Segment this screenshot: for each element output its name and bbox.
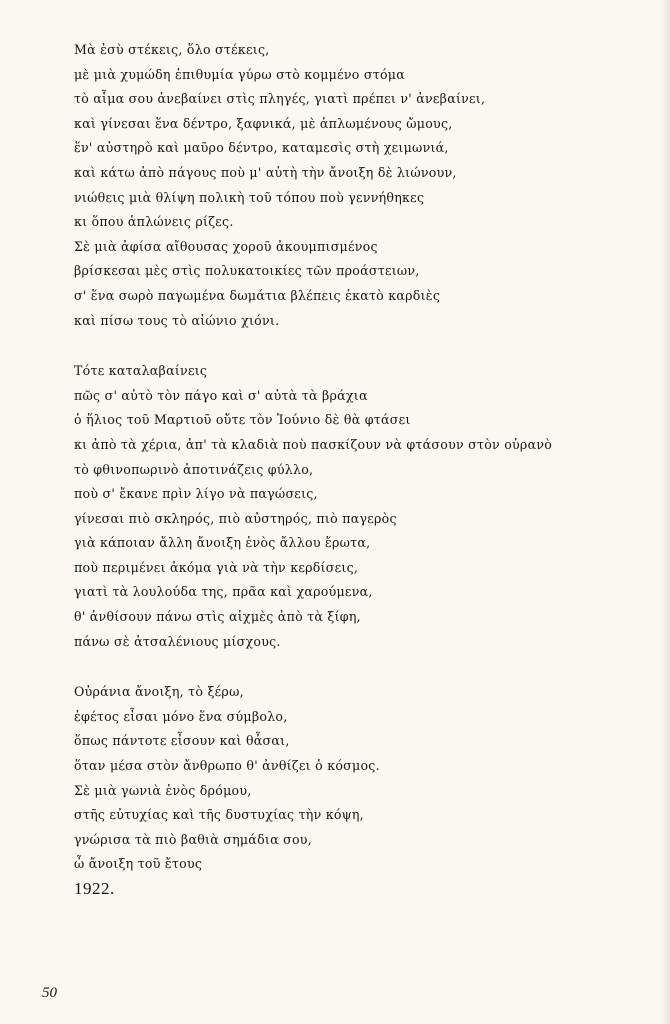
poem-line: κι ὅπου ἁπλώνεις ρίζες. xyxy=(74,214,234,230)
poem-year: 1922. xyxy=(74,879,115,898)
poem-line: ποὺ σ' ἔκανε πρὶν λίγο νὰ παγώσεις, xyxy=(74,486,318,502)
poem-line: κι ἀπὸ τὰ χέρια, ἀπ' τὰ κλαδιὰ ποὺ πασκίζουν νὰ φτάσουν στὸν οὐρανὸ xyxy=(74,436,553,452)
poem-line: πῶς σ' αὐτὸ τὸν πάγο καὶ σ' αὐτὰ τὰ βράχια xyxy=(74,387,368,403)
poem-line: ἐφέτος εἶσαι μόνο ἕνα σύμβολο, xyxy=(74,708,288,724)
poem-line: καὶ γίνεσαι ἕνα δέντρο, ξαφνικά, μὲ ἁπλωμένους ὤμους, xyxy=(74,115,453,131)
poem-line: τὸ φθινοπωρινὸ ἀποτινάζεις φύλλο, xyxy=(74,461,314,477)
stanza-3 xyxy=(74,680,654,901)
poem-line: στῆς εὐτυχίας καὶ τῆς δυστυχίας τὴν κόψη, xyxy=(74,807,364,823)
poem-line: ἕν' αὐστηρὸ καὶ μαῦρο δέντρο, καταμεσὶς στὴ χειμωνιά, xyxy=(74,140,449,156)
poem-line: νιώθεις μιὰ θλίψη πολικὴ τοῦ τόπου ποὺ γεννήθηκες xyxy=(74,189,425,205)
poem-line: βρίσκεσαι μὲς στὶς πολυκατοικίες τῶν προάστειων, xyxy=(74,263,420,279)
poem-line: γιατὶ τὰ λουλούδα της, πρᾶα καὶ χαρούμενα, xyxy=(74,584,373,600)
poem-line: Οὐράνια ἄνοιξη, τὸ ξέρω, xyxy=(74,684,244,700)
poem-line: γιὰ κάποιαν ἄλλη ἄνοιξη ἑνὸς ἄλλου ἔρωτα, xyxy=(74,535,371,551)
poem-line: μὲ μιὰ χυμώδη ἐπιθυμία γύρω στὸ κομμένο στόμα xyxy=(74,66,405,82)
poem-text xyxy=(74,38,654,902)
poem-line: Μὰ ἐσὺ στέκεις, ὅλο στέκεις, xyxy=(74,42,270,57)
poem-line: ὁ ἥλιος τοῦ Μαρτιοῦ οὔτε τὸν Ἰούνιο δὲ θὰ φτάσει xyxy=(74,412,411,428)
stanza-2 xyxy=(74,359,654,654)
stanza-1 xyxy=(74,38,654,333)
poem-line: θ' ἀνθίσουν πάνω στὶς αἰχμὲς ἀπὸ τὰ ξίφη, xyxy=(74,609,361,625)
poem-line: καὶ πίσω τους τὸ αἰώνιο χιόνι. xyxy=(74,312,280,328)
poem-line: καὶ κάτω ἀπὸ πάγους ποὺ μ' αὐτὴ τὴν ἄνοιξη δὲ λιώνουν, xyxy=(74,164,457,180)
poem-line: ὅταν μέσα στὸν ἄνθρωπο θ' ἀνθίζει ὁ κόσμος. xyxy=(74,758,380,774)
poem-line: ὅπως πάντοτε εἶσουν καὶ θἆσαι, xyxy=(74,733,290,749)
poem-line: ποὺ περιμένει ἀκόμα γιὰ νὰ τὴν κερδίσεις, xyxy=(74,559,359,575)
poem-line: γνώρισα τὰ πιὸ βαθιὰ σημάδια σου, xyxy=(74,831,312,847)
poem-line: ὦ ἄνοιξη τοῦ ἔτους xyxy=(74,856,203,872)
poem-line: Σὲ μιὰ ἀφίσα αἴθουσας χοροῦ ἀκουμπισμένος xyxy=(74,238,378,254)
poem-line: πάνω σὲ ἀτσαλένιους μίσχους. xyxy=(74,633,281,649)
poem-line: σ' ἕνα σωρὸ παγωμένα δωμάτια βλέπεις ἑκατὸ καρδιὲς xyxy=(74,287,441,303)
page-number: 50 xyxy=(42,985,57,1001)
poem-line: Τότε καταλαβαίνεις xyxy=(74,363,208,379)
poem-line: τὸ αἷμα σου ἀνεβαίνει στὶς πληγές, γιατὶ πρέπει ν' ἀνεβαίνει, xyxy=(74,91,486,107)
poem-line: γίνεσαι πιὸ σκληρός, πιὸ αὐστηρός, πιὸ παγερὸς xyxy=(74,510,397,526)
poem-line: Σὲ μιὰ γωνιὰ ἑνὸς δρόμου, xyxy=(74,782,252,798)
